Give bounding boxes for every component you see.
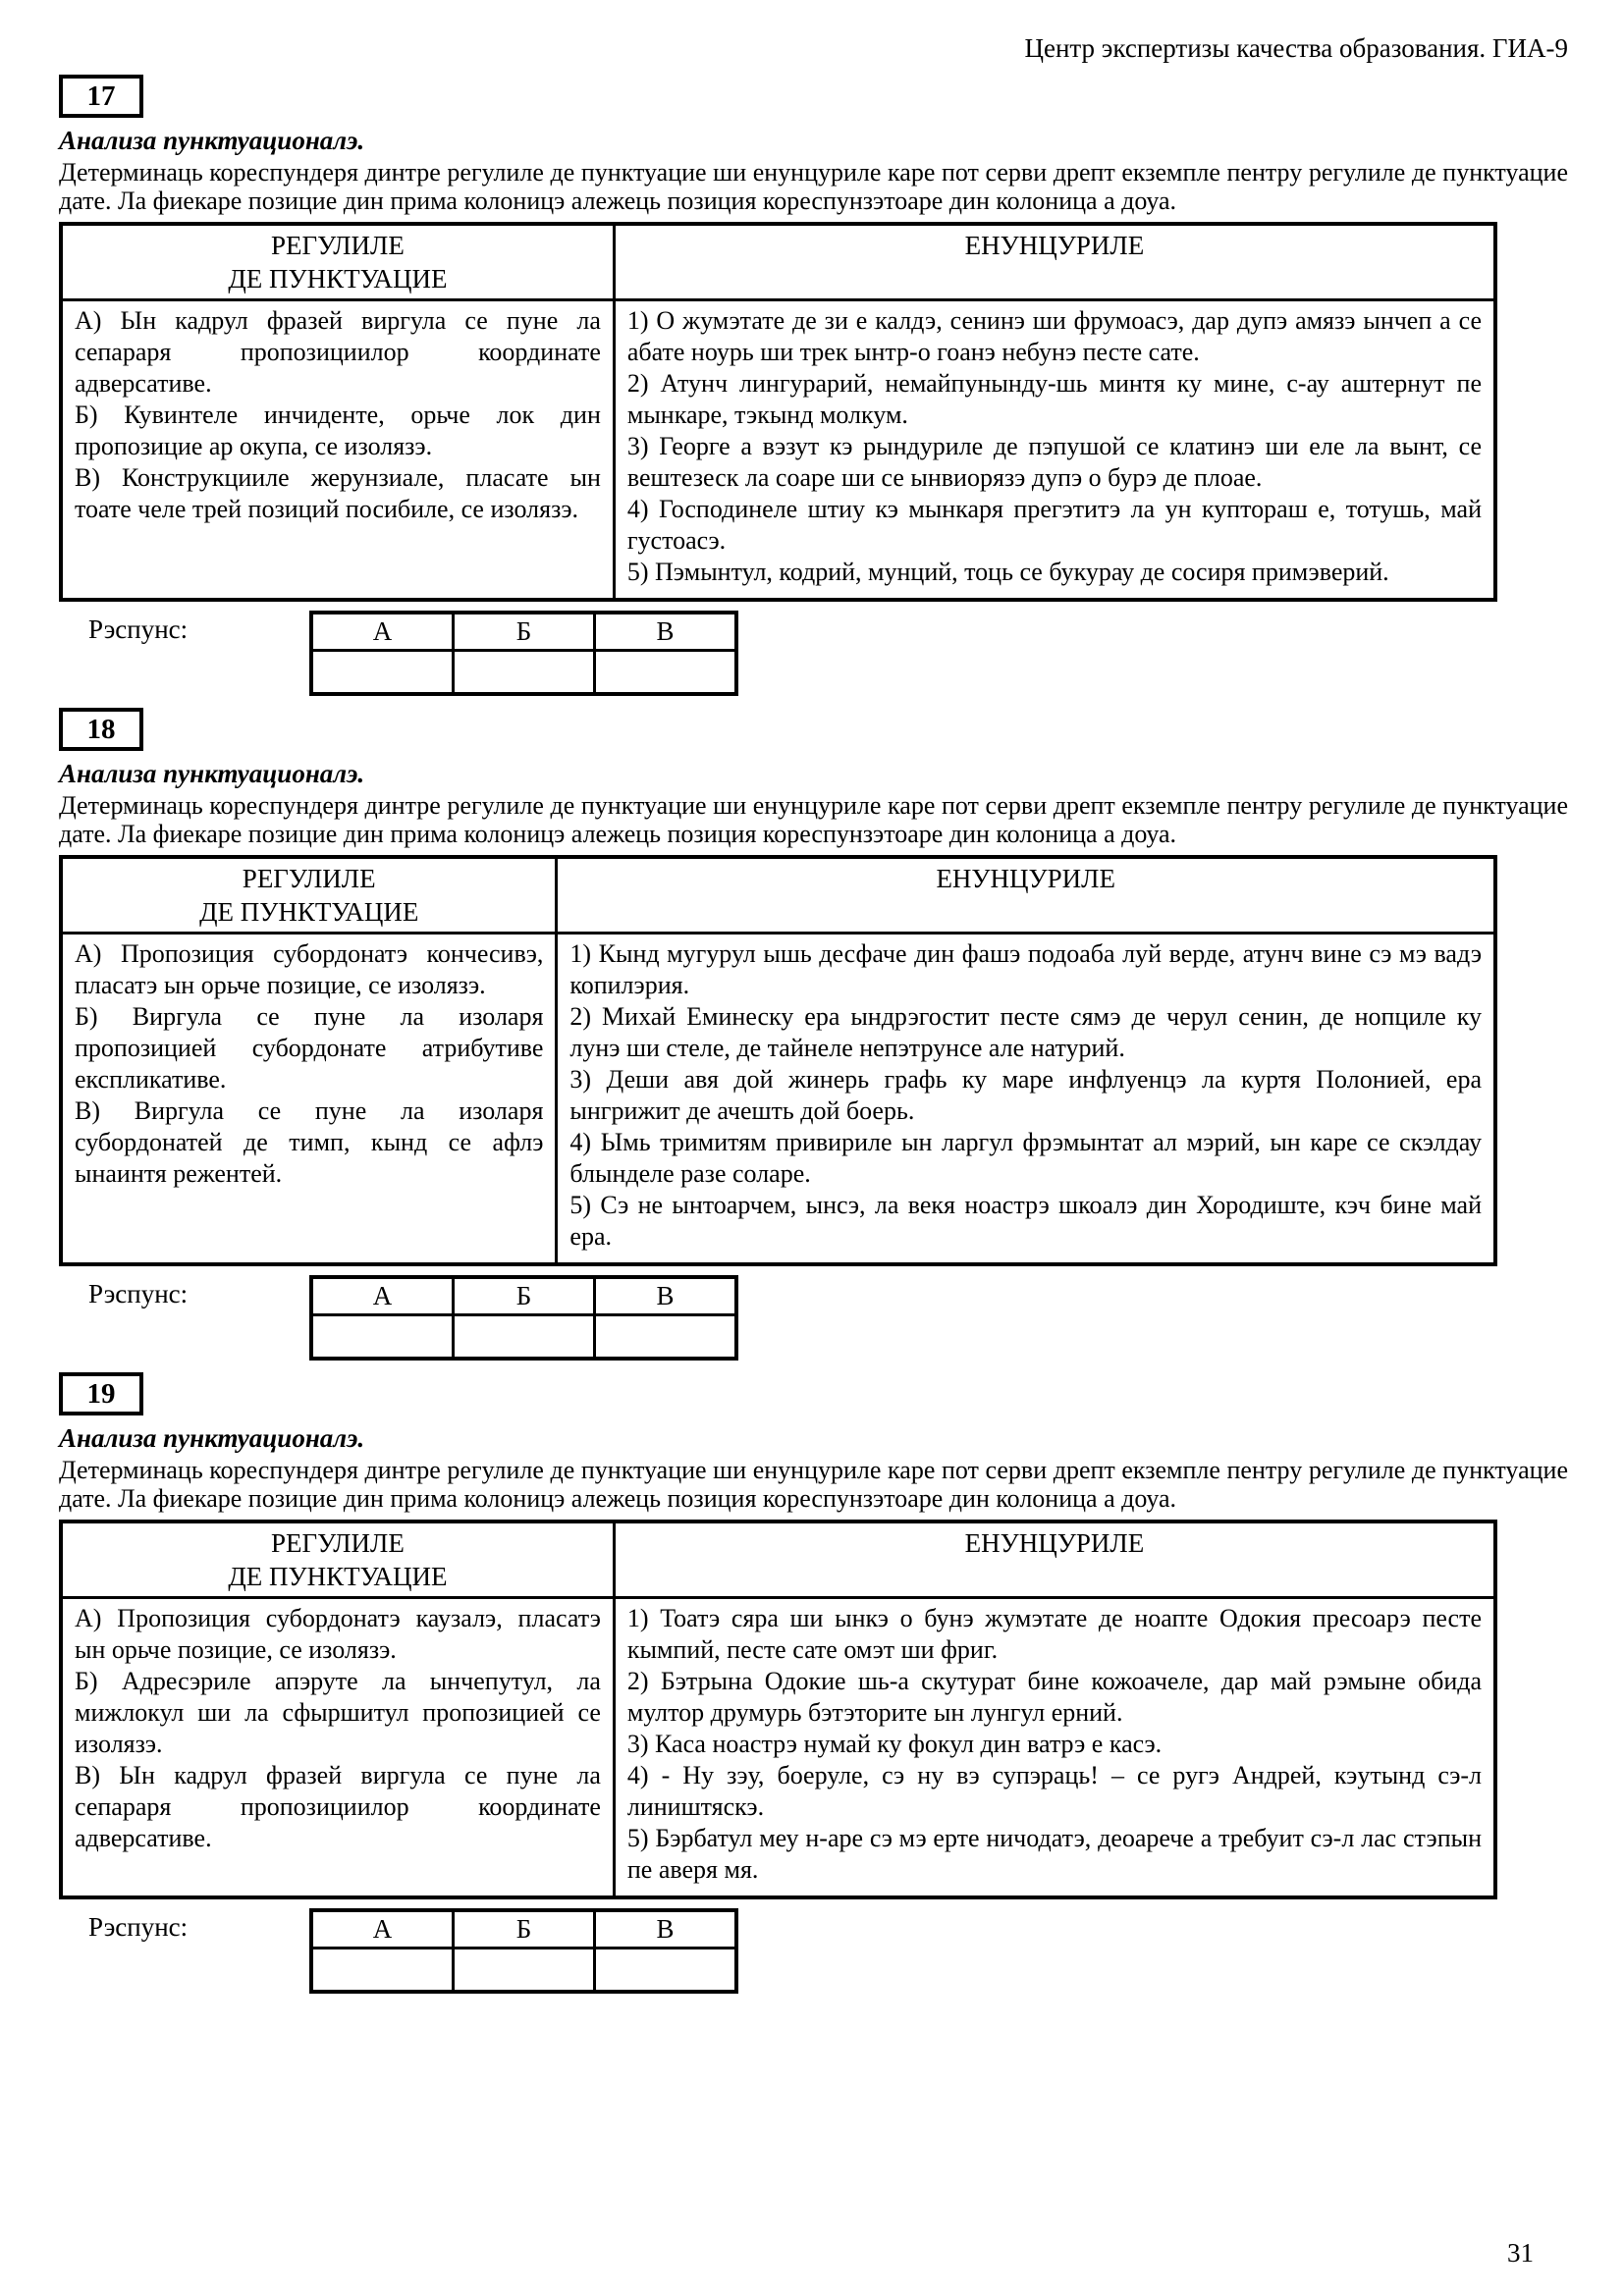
matching-table — [59, 1520, 1497, 1899]
answer-table — [309, 1908, 738, 1994]
answer-table — [309, 1275, 738, 1361]
matching-table — [59, 855, 1497, 1266]
question-instruction: Детерминаць кореспундеря динтре регулиле де пунктуацие ши енунцуриле каре пот серви дрепт екземпле пентру регулиле де пунктуацие дате. Ла фиекаре позицие дин прима колоницэ алежець позиция кореспунзэтоаре дин колоница а доуа. — [59, 1456, 1568, 1513]
matching-table — [59, 222, 1497, 602]
rules-column-header — [61, 224, 614, 300]
question-number: 17 — [86, 80, 116, 112]
question-number-box — [59, 75, 143, 118]
rules-cell — [61, 934, 557, 1265]
answer-col-header-b: Б — [454, 1277, 595, 1315]
rule-item: А) Ын кадрул фразей виргула се пуне ла сепараря пропозициилор координате адверсативе. — [75, 306, 601, 398]
answer-table — [309, 611, 738, 696]
sentence-item: 4) Господинеле штиу кэ мынкаря прегэтитэ ла ун куптораш е, тотушь, май густоасэ. — [626, 495, 1482, 555]
question-title: Анализа пунктуационалэ. — [59, 1423, 365, 1453]
answer-col-header-a: А — [311, 1277, 454, 1315]
answer-blank-cell — [311, 651, 454, 695]
answer-row — [88, 1275, 1568, 1361]
rules-header-line1: РЕГУЛИЛЕ — [271, 1528, 405, 1558]
rule-item: Б) Адресэриле апэруте ла ынчепутул, ла мижлокул ши ла сфыршитул пропозицией се изолязэ. — [75, 1667, 601, 1758]
rules-header-line2: ДЕ ПУНКТУАЦИЕ — [228, 264, 448, 294]
answer-label: Рэспунс: — [88, 1279, 189, 1308]
rules-header-line2: ДЕ ПУНКТУАЦИЕ — [199, 897, 419, 927]
rule-item: А) Пропозиция субордонатэ кончесивэ, пласатэ ын орьче позицие, се изолязэ. — [75, 939, 544, 999]
rule-item: А) Пропозиция субордонатэ каузалэ, пласатэ ын орьче позицие, се изолязэ. — [75, 1604, 601, 1664]
answer-row — [88, 1908, 1568, 1994]
answer-label: Рэспунс: — [88, 614, 189, 644]
sentence-item: 5) Бэрбатул меу н-аре сэ мэ ерте ничодатэ, деоарече а требуит сэ-л лас стэпын пе аверя мя. — [626, 1824, 1482, 1884]
sentence-item: 3) Георге а вэзут кэ рындуриле де пэпушой се клатинэ ши еле ла вынт, се вештезеск ла соаре ши се ынвиорязэ дупэ о бурэ де плоае. — [626, 432, 1482, 492]
answer-row — [88, 611, 1568, 696]
sentence-item: 2) Атунч лингурарий, немайпунынду-шь минтя ку мине, с-ау аштернут пе мынкаре, тэкынд молкум. — [626, 369, 1482, 429]
answer-blank-cell — [595, 1949, 737, 1993]
document-header: Центр экспертизы качества образования. ГИА-9 — [1024, 33, 1568, 63]
sentence-item: 1) Кынд мугурул ышь десфаче дин фашэ подоаба луй верде, атунч вине сэ мэ вадэ копилэрия. — [569, 939, 1482, 999]
question-title: Анализа пунктуационалэ. — [59, 759, 365, 788]
sentence-item: 3) Деши авя дой жинерь графь ку маре инфлуенцэ ла куртя Полонией, ера ынгрижит де ачешть дой боерь. — [569, 1065, 1482, 1125]
rule-item: В) Виргула се пуне ла изоларя субордонатей де тимп, кынд се афлэ ынаинтя режентей. — [75, 1096, 544, 1188]
sentences-column-header: ЕНУНЦУРИЛЕ — [614, 1522, 1495, 1598]
answer-blank-cell — [454, 1949, 595, 1993]
sentence-item: 4) - Ну зэу, боеруле, сэ ну вэ супэраць! – се ругэ Андрей, кэутынд сэ-л лиништяскэ. — [626, 1761, 1482, 1821]
rule-item: Б) Виргула се пуне ла изоларя пропозицией субордонате атрибутиве експликативе. — [75, 1002, 544, 1094]
answer-col-header-b: Б — [454, 1910, 595, 1949]
question-number: 18 — [86, 713, 116, 745]
question-instruction: Детерминаць кореспундеря динтре регулиле де пунктуацие ши енунцуриле каре пот серви дрепт екземпле пентру регулиле де пунктуацие дате. Ла фиекаре позицие дин прима колоницэ алежець позиция кореспунзэтоаре дин колоница а доуа. — [59, 791, 1568, 848]
rules-column-header — [61, 1522, 614, 1598]
question-19 — [59, 1372, 1568, 1994]
rules-cell — [61, 300, 614, 601]
answer-col-header-v: В — [595, 613, 737, 651]
sentence-item: 2) Михай Еминеску ера ындрэгостит песте сямэ де черул сенин, де нопциле ку лунэ ши стеле, де тайнеле непэтрунсе але натурий. — [569, 1002, 1482, 1062]
answer-blank-cell — [595, 651, 737, 695]
question-number-box — [59, 1372, 143, 1415]
answer-blank-cell — [454, 651, 595, 695]
answer-blank-cell — [454, 1315, 595, 1360]
answer-col-header-b: Б — [454, 613, 595, 651]
answer-blank-cell — [311, 1315, 454, 1360]
answer-col-header-a: А — [311, 613, 454, 651]
rules-column-header — [61, 857, 557, 934]
sentences-column-header: ЕНУНЦУРИЛЕ — [557, 857, 1495, 934]
question-number: 19 — [86, 1377, 116, 1410]
page-number: 31 — [1507, 2238, 1534, 2268]
rule-item: В) Ын кадрул фразей виргула се пуне ла сепараря пропозициилор координате адверсативе. — [75, 1761, 601, 1852]
sentence-item: 1) Тоатэ сяра ши ынкэ о бунэ жумэтате де ноапте Одокия пресоарэ песте кымпий, песте сате омэт ши фриг. — [626, 1604, 1482, 1664]
question-number-box — [59, 708, 143, 751]
question-18 — [59, 708, 1568, 1361]
answer-blank-cell — [595, 1315, 737, 1360]
sentences-cell — [614, 1598, 1495, 1898]
answer-col-header-v: В — [595, 1910, 737, 1949]
question-title: Анализа пунктуационалэ. — [59, 126, 365, 155]
question-instruction: Детерминаць кореспундеря динтре регулиле де пунктуацие ши енунцуриле каре пот серви дрепт екземпле пентру регулиле де пунктуацие дате. Ла фиекаре позицие дин прима колоницэ алежець позиция кореспунзэтоаре дин колоница а доуа. — [59, 158, 1568, 215]
sentence-item: 4) Ымь тримитям привириле ын ларгул фрэмынтат ал мэрий, ын каре се скэлдау блынделе разе соларе. — [569, 1128, 1482, 1188]
answer-blank-cell — [311, 1949, 454, 1993]
sentence-item: 5) Сэ не ынтоарчем, ынсэ, ла векя ноастрэ шкоалэ дин Хородиште, кэч бине май ера. — [569, 1191, 1482, 1251]
sentence-item: 2) Бэтрына Одокие шь-а скутурат бине кожоачеле, дар май рэмыне обида мултор друмурь бэтэторите ын лунгул ерний. — [626, 1667, 1482, 1727]
rules-header-line2: ДЕ ПУНКТУАЦИЕ — [228, 1562, 448, 1591]
sentences-cell — [614, 300, 1495, 601]
sentences-cell — [557, 934, 1495, 1265]
answer-col-header-a: А — [311, 1910, 454, 1949]
rule-item: Б) Кувинтеле инчиденте, орьче лок дин пропозицие ар окупа, се изолязэ. — [75, 400, 601, 460]
sentence-item: 1) О жумэтате де зи е калдэ, сенинэ ши фрумоасэ, дар дупэ амязэ ынчеп а се абате ноурь ши трек ынтр-о гоанэ небунэ песте сате. — [626, 306, 1482, 366]
rule-item: В) Конструкцииле жерунзиале, пласате ын тоате челе трей позиций посибиле, се изолязэ. — [75, 463, 601, 523]
answer-label: Рэспунс: — [88, 1912, 189, 1942]
rules-cell — [61, 1598, 614, 1898]
sentences-column-header: ЕНУНЦУРИЛЕ — [614, 224, 1495, 300]
rules-header-line1: РЕГУЛИЛЕ — [271, 231, 405, 260]
answer-col-header-v: В — [595, 1277, 737, 1315]
rules-header-line1: РЕГУЛИЛЕ — [242, 864, 376, 893]
sentence-item: 5) Пэмынтул, кодрий, мунций, тоць се букурау де сосиря примэверий. — [626, 558, 1389, 586]
sentence-item: 3) Каса ноастрэ нумай ку фокул дин ватрэ е касэ. — [626, 1730, 1163, 1758]
question-17 — [59, 75, 1568, 696]
